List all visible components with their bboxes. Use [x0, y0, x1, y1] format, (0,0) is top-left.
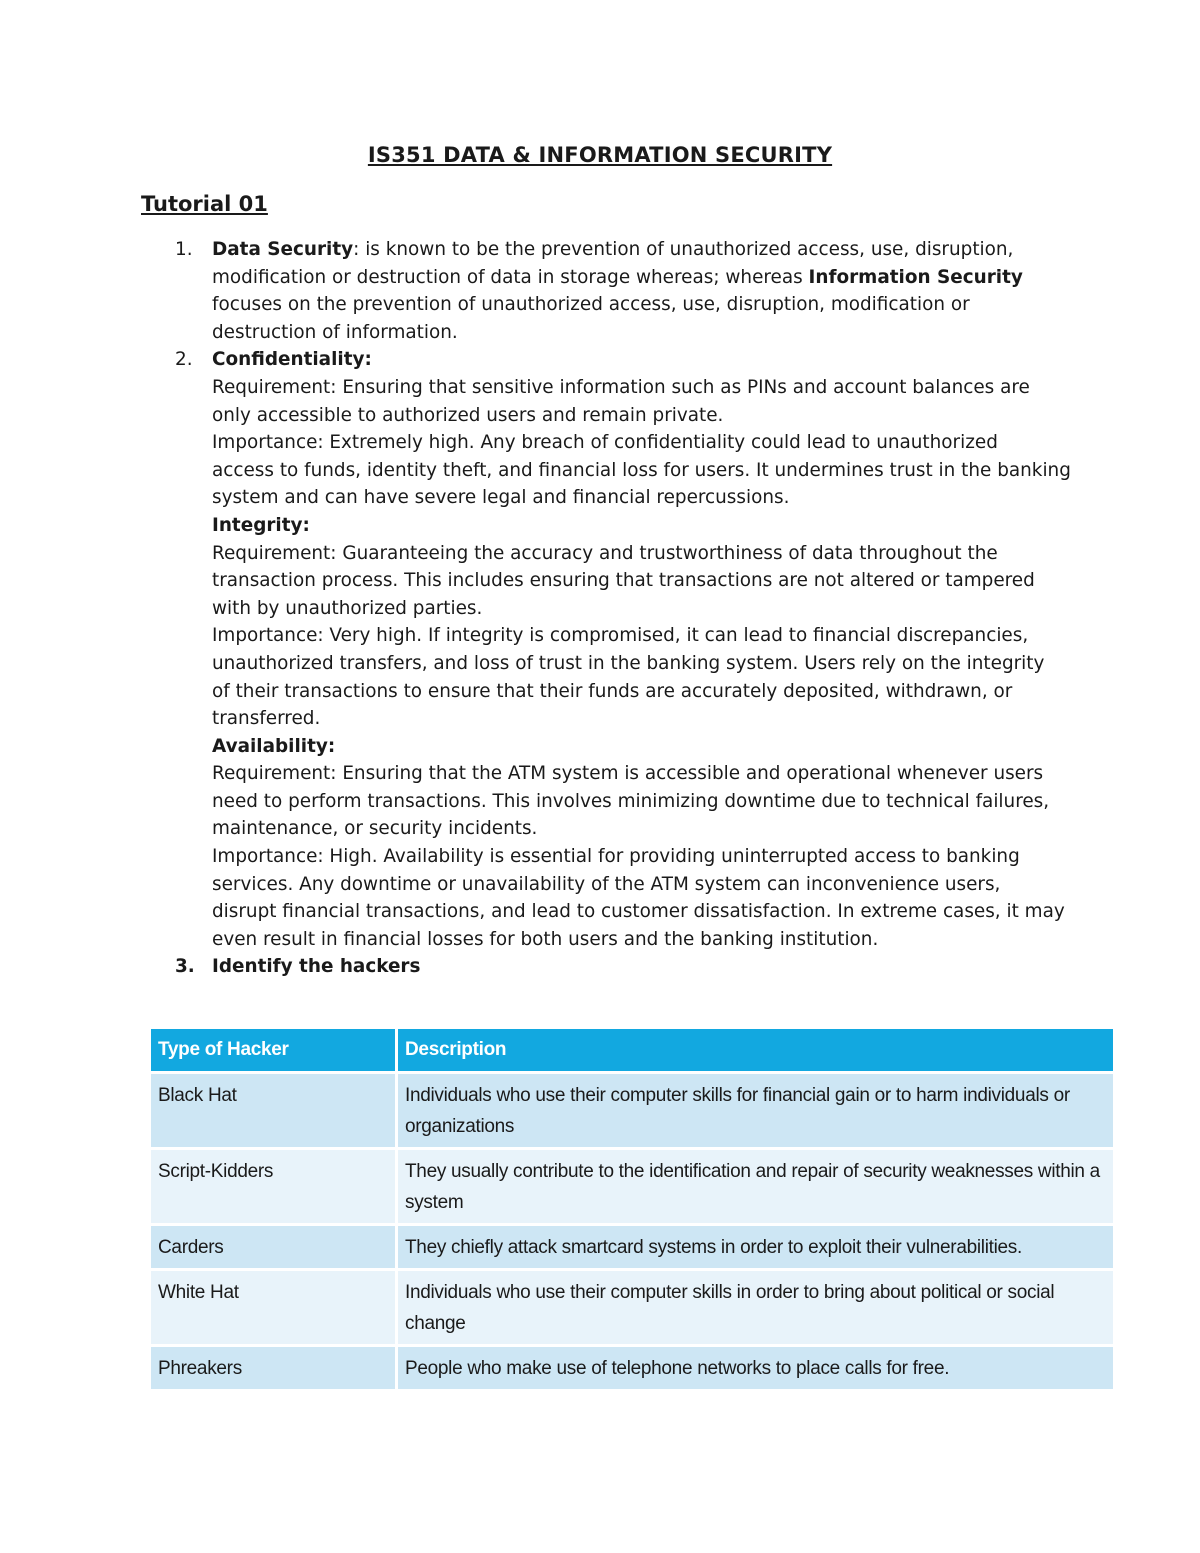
confidentiality-requirement: only accessible to authorized users and remain private. — [212, 404, 724, 426]
integrity-requirement: Requirement: Guaranteeing the accuracy and trustworthiness of data throughout the — [212, 542, 998, 564]
confidentiality-importance: system and can have severe legal and financial repercussions. — [212, 487, 790, 509]
confidentiality-heading: Confidentiality: — [212, 349, 372, 371]
availability-importance: Importance: High. Availability is essential for providing uninterrupted access to banking — [212, 846, 1020, 868]
identify-hackers-heading: Identify the hackers — [212, 956, 421, 978]
availability-importance: disrupt financial transactions, and lead to customer dissatisfaction. In extreme cases, it may — [212, 901, 1065, 923]
hacker-type-cell: Carders — [151, 1225, 397, 1270]
integrity-importance: transferred. — [212, 708, 321, 730]
column-header-type: Type of Hacker — [151, 1029, 397, 1073]
confidentiality-importance: access to funds, identity theft, and financial loss for users. It undermines trust in the banking — [212, 459, 1071, 481]
term-data-security: Data Security — [212, 239, 354, 260]
hacker-description-cell: They chiefly attack smartcard systems in order to exploit their vulnerabilities. — [397, 1225, 1114, 1270]
hacker-type-cell: Phreakers — [151, 1346, 397, 1391]
list-number: 2. — [175, 349, 193, 371]
list-number: 3. — [175, 956, 195, 978]
hackers-table — [151, 1029, 1113, 1392]
confidentiality-requirement: Requirement: Ensuring that sensitive information such as PINs and account balances are — [212, 376, 1030, 398]
integrity-heading: Integrity: — [212, 514, 310, 536]
tutorial-subtitle: Tutorial 01 — [141, 192, 268, 216]
text-line — [212, 236, 1071, 264]
table-row — [151, 1073, 1113, 1149]
table-row — [151, 1225, 1113, 1270]
integrity-requirement: transaction process. This includes ensuring that transactions are not altered or tampered — [212, 570, 1035, 592]
hacker-type-cell: Script-Kidders — [151, 1149, 397, 1225]
definition-text: modification or destruction of data in storage whereas; whereas — [212, 266, 809, 288]
definition-text: : is known to be the prevention of unauthorized access, use, disruption, — [353, 239, 1014, 260]
availability-importance: even result in financial losses for both users and the banking institution. — [212, 928, 879, 950]
availability-importance: services. Any downtime or unavailability of the ATM system can inconvenience users, — [212, 873, 1001, 895]
integrity-requirement: with by unauthorized parties. — [212, 597, 483, 619]
confidentiality-importance: Importance: Extremely high. Any breach of confidentiality could lead to unauthorized — [212, 432, 998, 454]
text-line — [212, 264, 1071, 292]
list-number: 1. — [175, 239, 193, 260]
hacker-description-cell: Individuals who use their computer skills in order to bring about political or social change — [397, 1270, 1114, 1346]
hacker-description-cell: People who make use of telephone networks to place calls for free. — [397, 1346, 1114, 1391]
integrity-importance: of their transactions to ensure that their funds are accurately deposited, withdrawn, or — [212, 680, 1013, 702]
availability-heading: Availability: — [212, 735, 336, 757]
hacker-description-cell: They usually contribute to the identification and repair of security weaknesses within a system — [397, 1149, 1114, 1225]
definition-text: destruction of information. — [212, 321, 458, 343]
list-item-1 — [141, 236, 1071, 346]
list-item-2 — [141, 346, 1071, 953]
hacker-type-cell: White Hat — [151, 1270, 397, 1346]
table-row — [151, 1346, 1113, 1391]
availability-requirement: maintenance, or security incidents. — [212, 818, 538, 840]
definition-text: focuses on the prevention of unauthorized access, use, disruption, modification or — [212, 294, 970, 316]
table-row — [151, 1149, 1113, 1225]
integrity-importance: unauthorized transfers, and loss of trust in the banking system. Users rely on the integrity — [212, 652, 1045, 674]
table-row — [151, 1270, 1113, 1346]
page-title: IS351 DATA & INFORMATION SECURITY — [367, 143, 833, 167]
list-item-3 — [141, 953, 1071, 981]
availability-requirement: need to perform transactions. This involves minimizing downtime due to technical failures, — [212, 790, 1050, 812]
term-information-security: Information Security — [808, 266, 1023, 288]
availability-requirement: Requirement: Ensuring that the ATM system is accessible and operational whenever users — [212, 763, 1044, 785]
hacker-type-cell: Black Hat — [151, 1073, 397, 1149]
tutorial-content — [141, 236, 1071, 981]
hacker-description-cell: Individuals who use their computer skills for financial gain or to harm individuals or organizations — [397, 1073, 1114, 1149]
column-header-description: Description — [397, 1029, 1114, 1073]
integrity-importance: Importance: Very high. If integrity is compromised, it can lead to financial discrepancies, — [212, 625, 1029, 647]
table-header-row — [151, 1029, 1113, 1073]
